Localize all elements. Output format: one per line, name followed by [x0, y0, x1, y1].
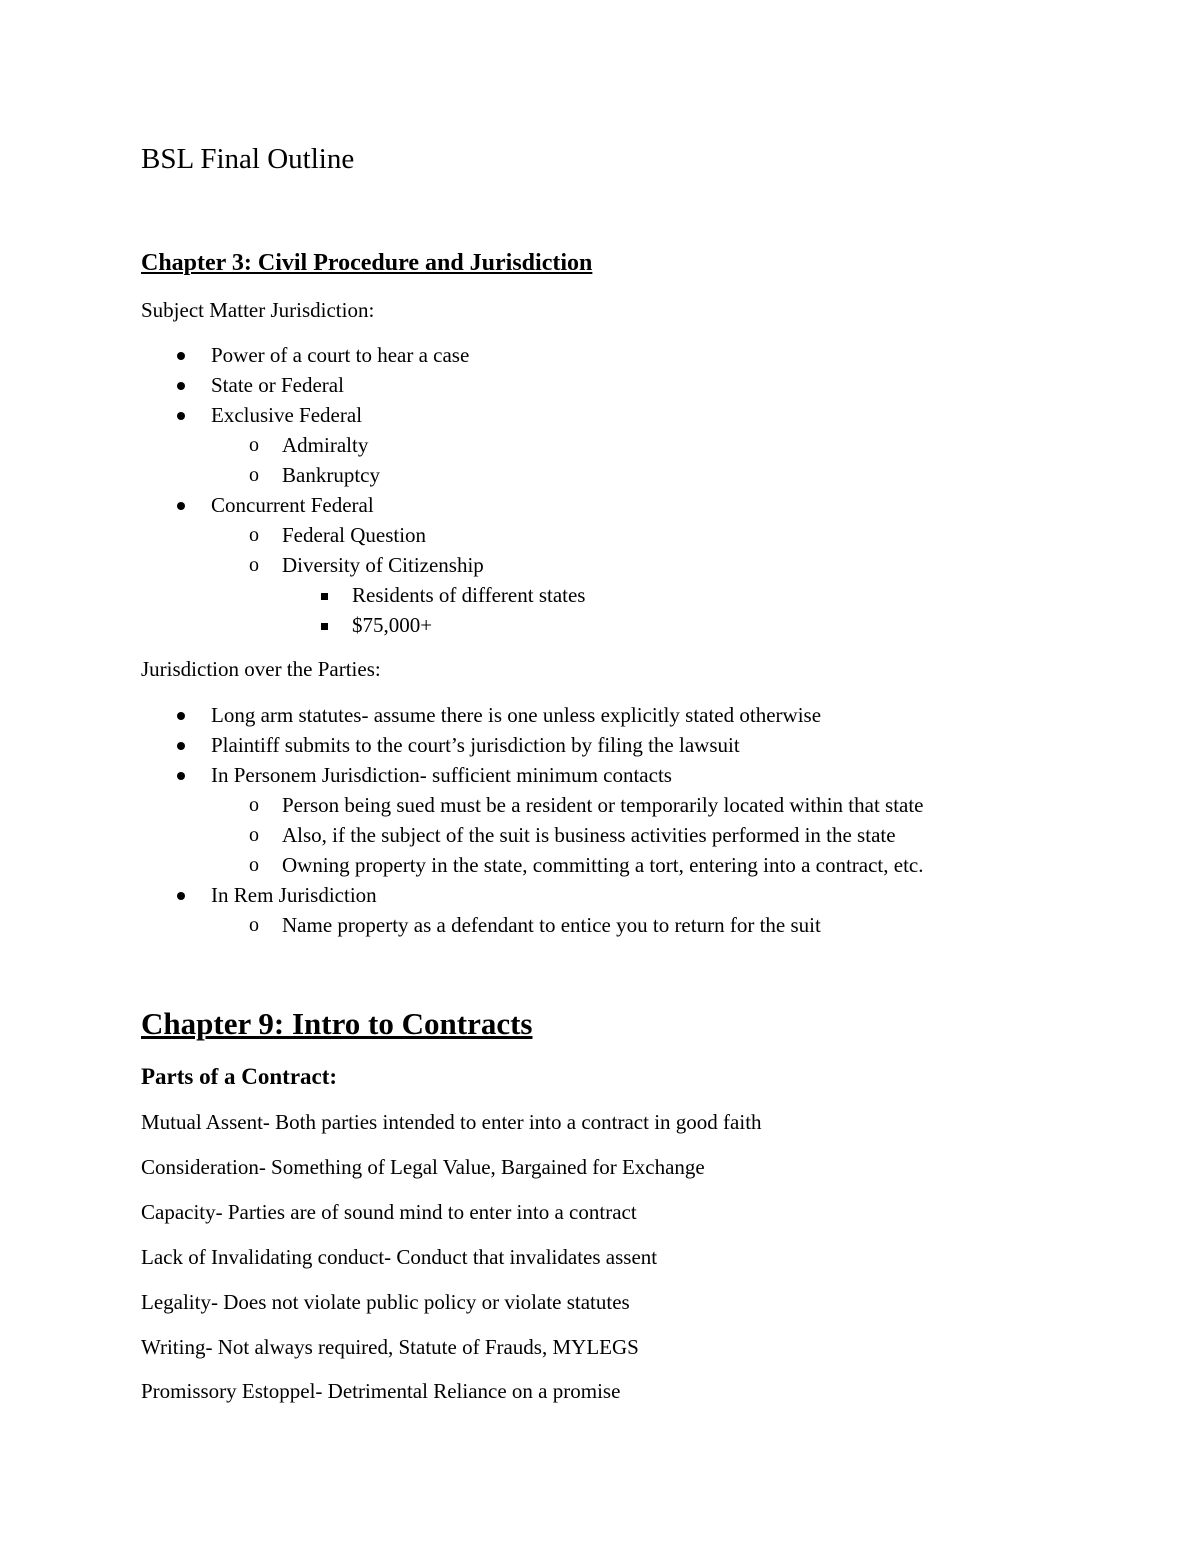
bullet-circle-icon: o [249, 434, 259, 456]
bullet-circle-icon: o [249, 464, 259, 486]
bullet-circle-icon: o [249, 824, 259, 846]
chapter-3-heading: Chapter 3: Civil Procedure and Jurisdiction [141, 250, 593, 276]
bullet-dot-icon [174, 400, 188, 430]
bullet-dot-icon [174, 490, 188, 520]
contract-part-paragraph: Consideration- Something of Legal Value, Bargained for Exchange [141, 1155, 705, 1179]
bullet-dot-icon [174, 730, 188, 760]
chapter-9-heading: Chapter 9: Intro to Contracts [141, 1006, 533, 1041]
bullet-circle-icon: o [249, 554, 259, 576]
bullet-circle-icon: o [249, 914, 259, 936]
bullet-circle-icon: o [249, 524, 259, 546]
bullet-square-icon [317, 610, 331, 640]
bullet-dot-icon [174, 700, 188, 730]
bullet-dot-icon [174, 880, 188, 910]
contract-part-paragraph: Promissory Estoppel- Detrimental Reliance on a promise [141, 1379, 621, 1403]
contract-part-paragraph: Legality- Does not violate public policy or violate statutes [141, 1290, 630, 1314]
document-title: BSL Final Outline [141, 143, 355, 175]
bullet-circle-icon: o [249, 854, 259, 876]
bullet-dot-icon [174, 760, 188, 790]
bullet-square-icon [317, 580, 331, 610]
parts-of-contract-heading: Parts of a Contract: [141, 1064, 338, 1089]
bullet-dot-icon [174, 340, 188, 370]
contract-part-paragraph: Mutual Assent- Both parties intended to enter into a contract in good faith [141, 1110, 762, 1134]
subject-matter-label: Subject Matter Jurisdiction: [141, 298, 375, 322]
contract-part-paragraph: Lack of Invalidating conduct- Conduct that invalidates assent [141, 1245, 658, 1269]
contract-part-paragraph: Writing- Not always required, Statute of Frauds, MYLEGS [141, 1335, 639, 1359]
parties-label: Jurisdiction over the Parties: [141, 657, 381, 681]
contract-part-paragraph: Capacity- Parties are of sound mind to enter into a contract [141, 1200, 637, 1224]
bullet-dot-icon [174, 370, 188, 400]
bullet-circle-icon: o [249, 794, 259, 816]
